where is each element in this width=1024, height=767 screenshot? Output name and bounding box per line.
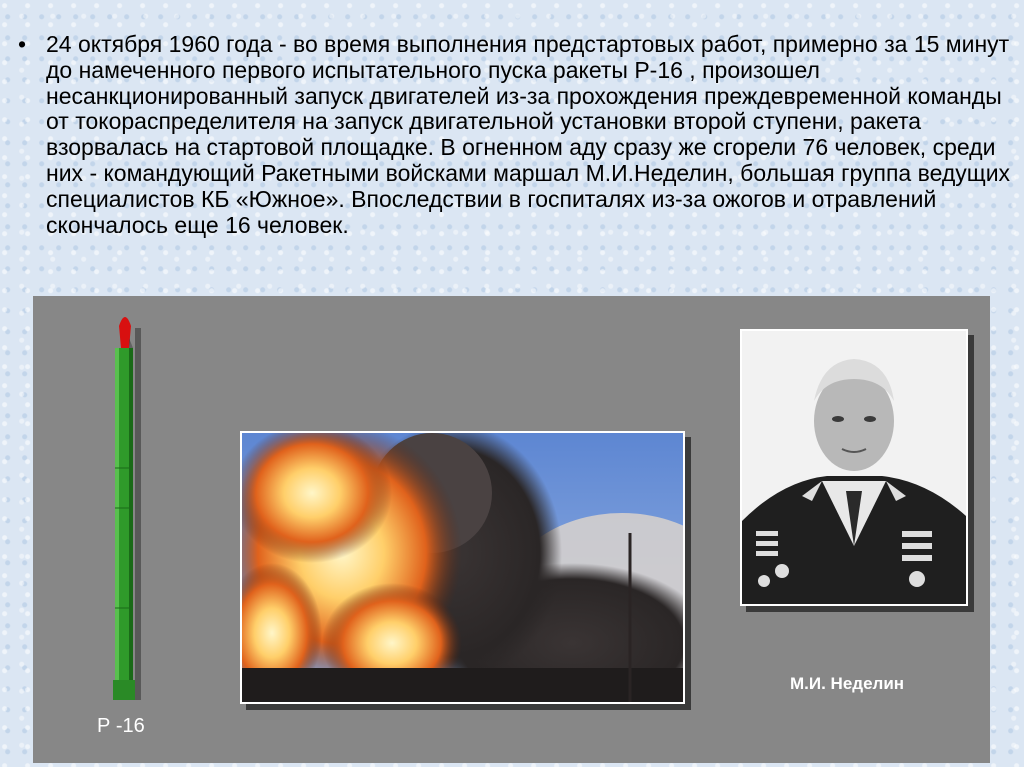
slide-text bbox=[18, 32, 1018, 238]
rocket-r16-illustration bbox=[103, 308, 163, 704]
portrait-caption: М.И. Неделин bbox=[790, 674, 905, 693]
explosion-photo bbox=[240, 431, 685, 704]
rocket-label: Р -16 bbox=[97, 715, 145, 737]
image-panel bbox=[33, 296, 990, 763]
bullet-marker: • bbox=[18, 31, 27, 57]
portrait-photo bbox=[740, 329, 968, 606]
paragraph: 24 октября 1960 года - во время выполнения предстартовых работ, примерно за 15 минут до намеченного первого испытательного пуска ракеты Р-16 , произошел несанкционированный запуск двигателей из-за прохождения преждевременной команды от токораспределителя на запуск двигательной установки второй ступени, ракета взорвалась на стартовой площадке. В огненном аду сразу же сгорели 76 человек, среди них - командующий Ракетными войсками маршал М.И.Неделин, большая группа ведущих специалистов КБ «Южное». Впоследствии в госпиталях из-за ожогов и отравлений скончалось еще 16 человек. bbox=[46, 31, 1011, 238]
